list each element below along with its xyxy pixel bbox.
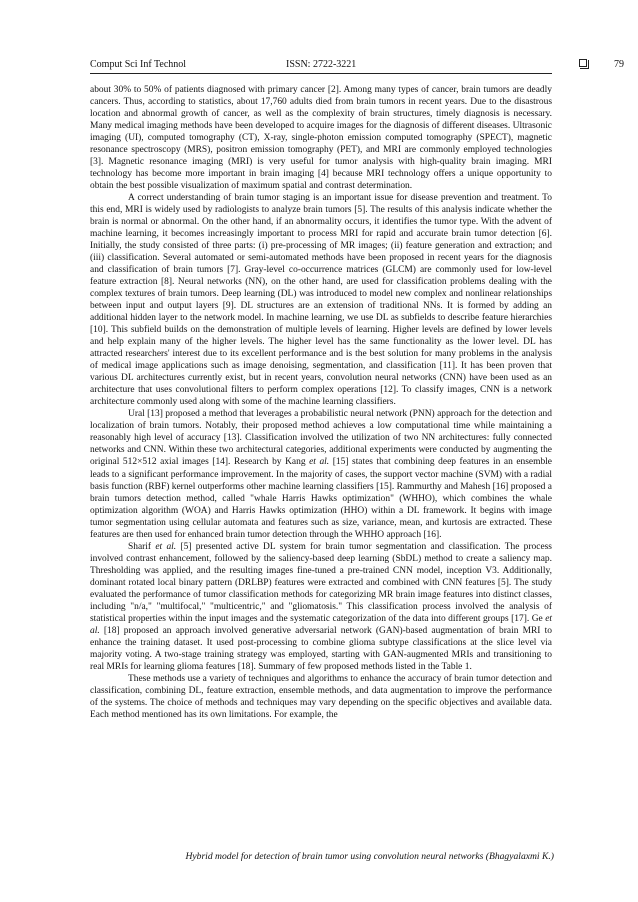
journal-name: Comput Sci Inf Technol: [90, 59, 187, 70]
page-number: 79: [614, 59, 624, 70]
paragraph-5: These methods use a variety of techniques and algorithms to enhance the accuracy of brain tumor detection and classification, combining DL, feature extraction, ensemble methods, and data augmentation to improve the performance of the systems. The choice of methods and techniques may vary depending on the specific objectives and available data. Each method mentioned has its own limitations. For example, the: [90, 673, 552, 720]
body-text: [90, 84, 552, 721]
header-divider: [90, 73, 552, 74]
running-footer: Hybrid model for detection of brain tumor using convolution neural networks (Bhagyalaxmi K.): [185, 851, 554, 862]
paragraph-3: Ural [13] proposed a method that leverages a probabilistic neural network (PNN) approach for the detection and localization of brain tumors. Notably, their proposed method achieves a low computational time while maintaining a reasonably high level of accuracy [13]. Classification involved the utilization of two NN architectures: fully connected networks and CNN. Within these two architectural categories, additional experiments were conducted by augmenting the original 512×512 axial images [14]. Research by Kang et al. [15] states that combining deep features in an ensemble leads to a significant performance improvement. In the majority of cases, the support vector machine (SVM) with a radial basis function (RBF) kernel outperforms other machine learning classifiers [15]. Rammurthy and Mahesh [16] proposed a brain tumors detection method, called "whale Harris Hawks optimization" (WHHO), which combines the whale optimization algorithm (WOA) and Harris Hawks optimization (HHO) within a DL framework. It begins with image tumor segmentation using cellular automata and features such as size, variance, mean, and kurtosis are extracted. These features are then used for enhanced brain tumor detection through the WHHO approach [16].: [90, 409, 552, 540]
issn-label: ISSN: 2722-3221: [286, 59, 357, 70]
paragraph-4: Sharif et al. [5] presented active DL system for brain tumor segmentation and classification. The process involved contrast enhancement, followed by the saliency-based deep learning (SbDL) method to create a saliency map. Thresholding was applied, and the resulting images fine-tuned a pre-trained CNN model, inception V3. Additionally, dominant rotated local binary pattern (DRLBP) features were extracted and combined with CNN features [5]. The study evaluated the performance of tumor classification methods for categorizing MR brain image features into distinct classes, including "n/a," "multifocal," "multicentric," and "gliomatosis." This classification process involved the analysis of statistical properties within the input images and the systematic categorization of the data into different groups [17]. Ge et al. [18] proposed an approach involved generative adversarial network (GAN)-based augmentation of brain MRI to enhance the training dataset. It used post-processing to combine glioma subtype classifications at the slice level via majority voting. A two-stage training strategy was employed, starting with GAN-augmented MRIs and transitioning to real MRIs for learning glioma features [18]. Summary of few proposed methods listed in the Table 1.: [90, 541, 552, 672]
paragraph-2: A correct understanding of brain tumor staging is an important issue for disease prevention and treatment. To this end, MRI is widely used by radiologists to analyze brain tumors [5]. The results of this analysis indicate whether the brain is normal or abnormal. On the other hand, if an abnormality occurs, it identifies the tumor type. With the advent of machine learning, it becomes increasingly important to process MRI for rapid and accurate brain tumor detection [6]. Initially, the study consisted of three parts: (i) pre-processing of MR images; (ii) feature generation and extraction; and (iii) classification. Several automated or semi-automated methods have been proposed in recent years for the diagnosis and classification of brain tumors [7]. Gray-level co-occurrence matrices (GLCM) are commonly used for low-level feature extraction [8]. Neural networks (NN), on the other hand, are used for classification problems dealing with the complex textures of brain tumors. Deep learning (DL) was introduced to model new complex and nonlinear relationships between input and output layers [9]. DL structures are an extension of traditional NNs. It is formed by adding an additional hidden layer to the network model. In machine learning, we use DL as subfields to describe feature hierarchies [10]. This subfield builds on the demonstration of multiple levels of learning. Higher levels are defined by lower levels and help explain many of the higher levels. The higher level has the same functionality as the lower level. DL has attracted researchers' interest due to its excellent performance and is the best solution for many problems in the analysis of medical image applications such as image denoising, segmentation, and classification [11]. It has been proven that various DL architectures currently exist, but in recent years, convolution neural networks (CNN) have been used as an architecture that uses convolutional filters to perform complex operations [12]. To classify images, CNN is a network architecture commonly used along with some of the machine learning classifiers.: [90, 193, 552, 408]
checkbox-square-icon: [579, 59, 587, 67]
paragraph-1: about 30% to 50% of patients diagnosed with primary cancer [2]. Among many types of cancer, brain tumors are deadly cancers. Thus, according to statistics, about 17,760 adults died from brain tumors in recent years. Due to the disastrous location and abnormal growth of cancer, as well as the complexity of brain structures, timely diagnosis is necessary. Many medical imaging methods have been developed to acquire images for the diagnosis of different diseases. Ultrasonic imaging (UI), computed tomography (CT), X-ray, single-photon emission computed tomography (SPECT), magnetic resonance spectroscopy (MRS), positron emission tomography (PET), and MRI are commonly employed technologies [3]. Magnetic resonance imaging (MRI) is very useful for tumor analysis with high-quality brain imaging. MRI technology has become more important in brain imaging [4] because MRI technology offers a unique opportunity to obtain the best possible visualization of maximum spatial and contrast determination.: [90, 85, 552, 192]
running-header: [90, 53, 624, 71]
